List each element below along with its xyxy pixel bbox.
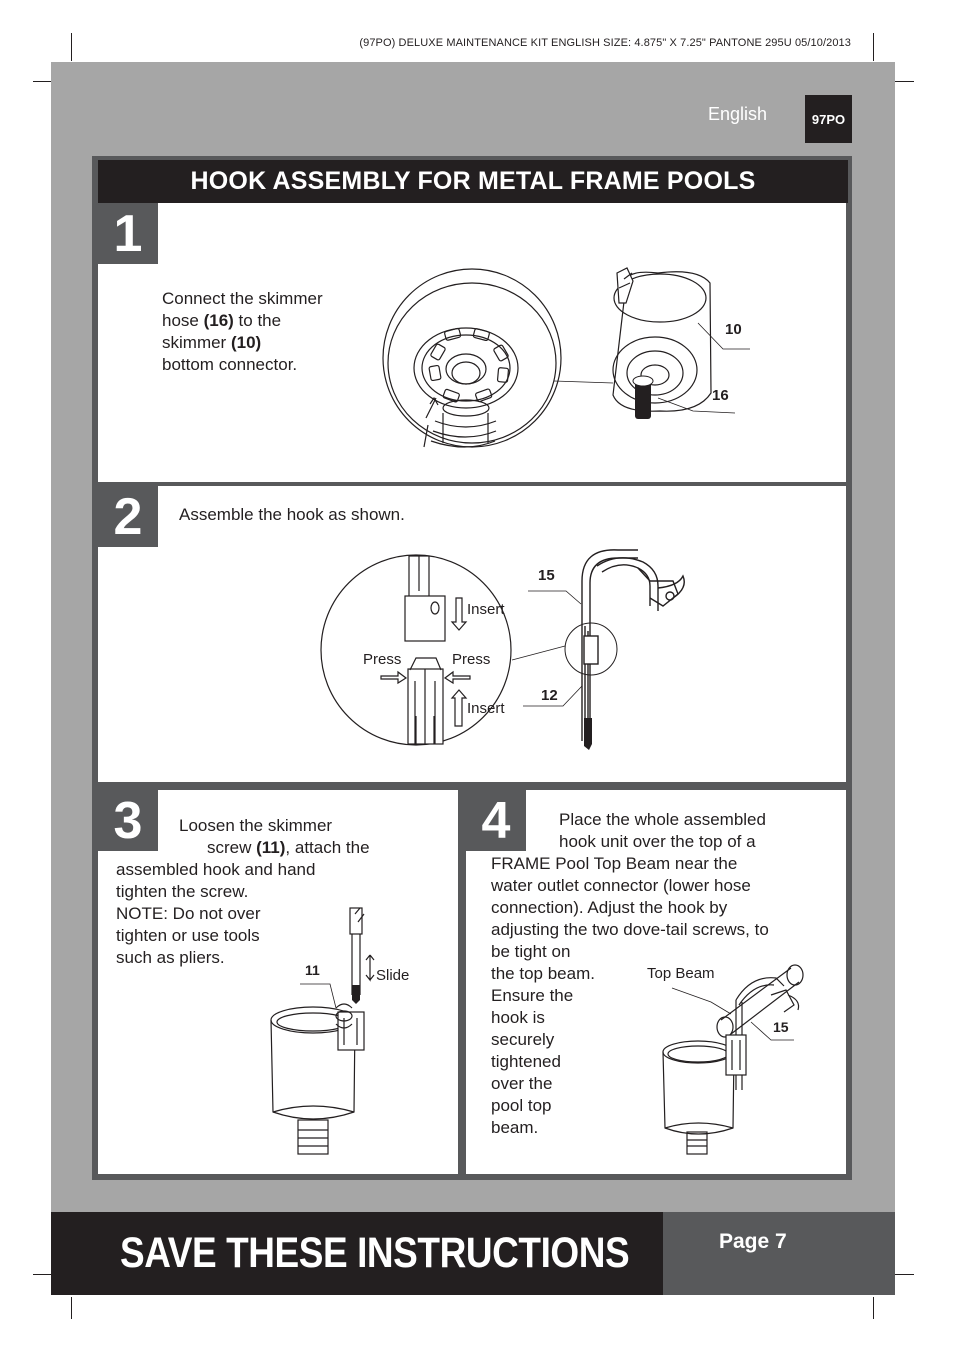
hook-assembly-illustration bbox=[98, 486, 846, 782]
skimmer-bottom-connector-illustration bbox=[98, 203, 846, 482]
label-top-beam: Top Beam bbox=[647, 965, 715, 982]
step-3-panel bbox=[98, 790, 458, 1174]
step-2-text: Assemble the hook as shown. bbox=[179, 505, 405, 524]
crop-mark bbox=[873, 33, 874, 61]
label-slide: Slide bbox=[376, 967, 410, 984]
step-4-text-line: water outlet connector (lower hose bbox=[491, 876, 751, 895]
callout-15: 15 bbox=[773, 1019, 789, 1035]
step-number: 1 bbox=[98, 203, 158, 264]
callout-12: 12 bbox=[541, 687, 558, 704]
page-title: HOOK ASSEMBLY FOR METAL FRAME POOLS bbox=[98, 160, 848, 203]
step-4-text-line: Ensure the bbox=[491, 986, 574, 1005]
step-4-text-line: connection). Adjust the hook by bbox=[491, 898, 728, 917]
hook-on-top-beam-illustration bbox=[466, 790, 846, 1174]
save-instructions-heading: SAVE THESE INSTRUCTIONS bbox=[120, 1229, 630, 1277]
label-press-left: Press bbox=[363, 651, 402, 668]
step-number: 4 bbox=[466, 790, 526, 851]
step-3-text-cont: assembled hook and hand tighten the screw. NOTE: Do not over tighten or use tools such as pliers. bbox=[116, 860, 316, 967]
callout-16: 16 bbox=[712, 387, 729, 404]
step-4-text-line: pool top bbox=[491, 1096, 552, 1115]
step-1-panel bbox=[98, 203, 846, 482]
product-code-badge: 97PO bbox=[805, 95, 852, 143]
step-4-text-line: the top beam. bbox=[491, 964, 595, 983]
crop-mark bbox=[71, 1297, 72, 1319]
step-4-text-line: hook unit over the top of a bbox=[559, 832, 756, 851]
step-4-text-line: beam. bbox=[491, 1118, 539, 1137]
callout-10: 10 bbox=[725, 321, 742, 338]
label-insert-top: Insert bbox=[467, 601, 505, 618]
step-1-text: Connect the skimmer hose (16) to the skimmer (10) bottom connector. bbox=[162, 289, 323, 374]
step-4-text-line: securely bbox=[491, 1030, 555, 1049]
language-label: English bbox=[708, 104, 768, 124]
page-number: Page 7 bbox=[719, 1230, 787, 1253]
step-3-text: Loosen the skimmer screw (11), attach the bbox=[179, 816, 370, 857]
print-info: (97PO) DELUXE MAINTENANCE KIT ENGLISH SIZE: 4.875" X 7.25" PANTONE 295U 05/10/2013 bbox=[359, 37, 851, 49]
label-press-right: Press bbox=[452, 651, 491, 668]
step-number: 2 bbox=[98, 486, 158, 547]
crop-mark bbox=[873, 1297, 874, 1319]
crop-mark bbox=[71, 33, 72, 61]
step-4-text-line: over the bbox=[491, 1074, 553, 1093]
step-4-text-line: hook is bbox=[491, 1008, 545, 1027]
callout-15: 15 bbox=[538, 567, 555, 584]
label-insert-bottom: Insert bbox=[467, 700, 505, 717]
step-4-text-line: tightened bbox=[491, 1052, 561, 1071]
step-2-panel bbox=[98, 486, 846, 782]
step-4-text-line: FRAME Pool Top Beam near the bbox=[491, 854, 738, 873]
callout-11: 11 bbox=[305, 962, 320, 978]
step-4-text-line: adjusting the two dove-tail screws, to bbox=[491, 920, 769, 939]
step-number: 3 bbox=[98, 790, 158, 851]
step-4-text-line: Place the whole assembled bbox=[559, 810, 766, 829]
step-4-panel bbox=[466, 790, 846, 1174]
step-4-text-line: be tight on bbox=[491, 942, 571, 961]
